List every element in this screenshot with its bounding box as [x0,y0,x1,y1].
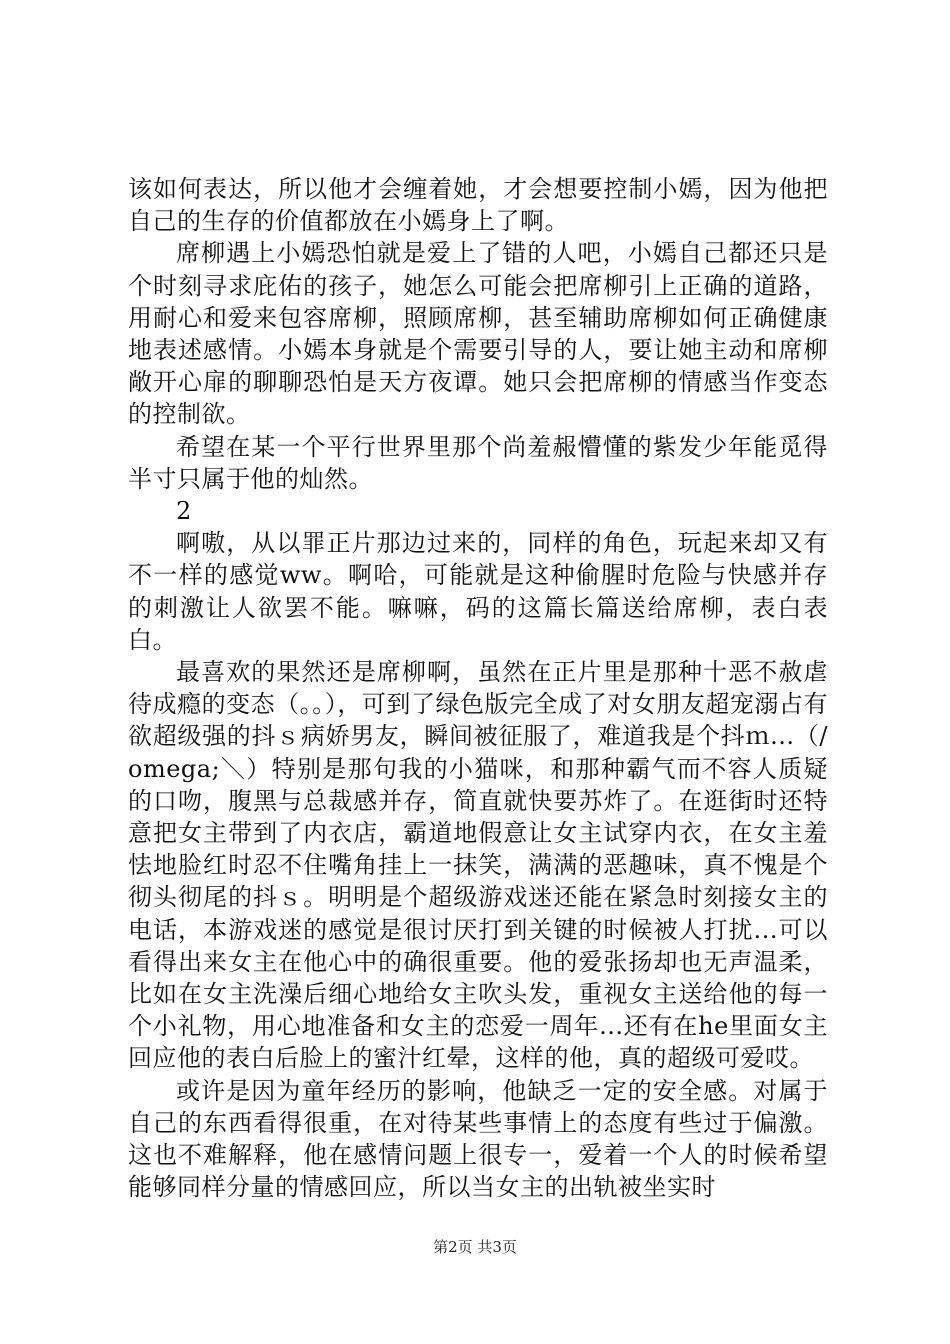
paragraph: 或许是因为童年经历的影响，他缺乏一定的安全感。对属于自己的东西看得很重，在对待某些事情上的态度有些过于偏激。这也不难解释，他在感情问题上很专一，爱着一个人的时候希望能够同样分量的情感回应，所以当女主的出轨被坐实时 [128,1076,828,1202]
page-footer: 第2页 共3页 [433,1238,517,1256]
paragraph-continuation: 该如何表达，所以他才会缠着她，才会想要控制小嫣，因为他把自己的生存的价值都放在小嫣身上了啊。 [128,175,828,236]
paragraph: 席柳遇上小嫣恐怕就是爱上了错的人吧，小嫣自己都还只是个时刻寻求庇佑的孩子，她怎么可能会把席柳引上正确的道路，用耐心和爱来包容席柳，照顾席柳，甚至辅助席柳如何正确健康地表述感情。小嫣本身就是个需要引导的人，要让她主动和席柳敞开心扉的聊聊恐怕是天方夜谭。她只会把席柳的情感当作变态的控制欲。 [128,239,828,429]
body-text [128,173,828,1204]
section-number: 2 [176,497,192,526]
paragraph: 最喜欢的果然还是席柳啊，虽然在正片里是那种十恶不赦虐待成瘾的变态（。。），可到了绿色版完全成了对女朋友超宠溺占有欲超级强的抖ｓ病娇男友，瞬间被征服了，难道我是个抖ｍ...（/omega;＼）特别是那句我的小猫咪，和那种霸气而不容人质疑的口吻，腹黑与总裁感并存，简直就快要苏炸了。在逛街时还特意把女主带到了内衣店，霸道地假意让女主试穿内衣，在女主羞怯地脸红时忍不住嘴角挂上一抹笑，满满的恶趣味，真不愧是个彻头彻尾的抖ｓ。明明是个超级游戏迷还能在紧急时刻接女主的电话，本游戏迷的感觉是很讨厌打到关键的时候被人打扰...可以看得出来女主在他心中的确很重要。他的爱张扬却也无声温柔，比如在女主洗澡后细心地给女主吹头发，重视女主送给他的每一个小礼物，用心地准备和女主的恋爱一周年...还有在he里面女主回应他的表白后脸上的蜜汁红晕，这样的他，真的超级可爱哎。 [128,658,828,1073]
paragraph: 啊嗷，从以罪正片那边过来的，同样的角色，玩起来却又有不一样的感觉ww。啊哈，可能就是这种偷腥时危险与快感并存的刺激让人欲罢不能。嘛嘛，码的这篇长篇送给席柳，表白表白。 [128,529,828,654]
paragraph: 希望在某一个平行世界里那个尚羞赧懵懂的紫发少年能觅得半寸只属于他的灿然。 [128,432,828,493]
